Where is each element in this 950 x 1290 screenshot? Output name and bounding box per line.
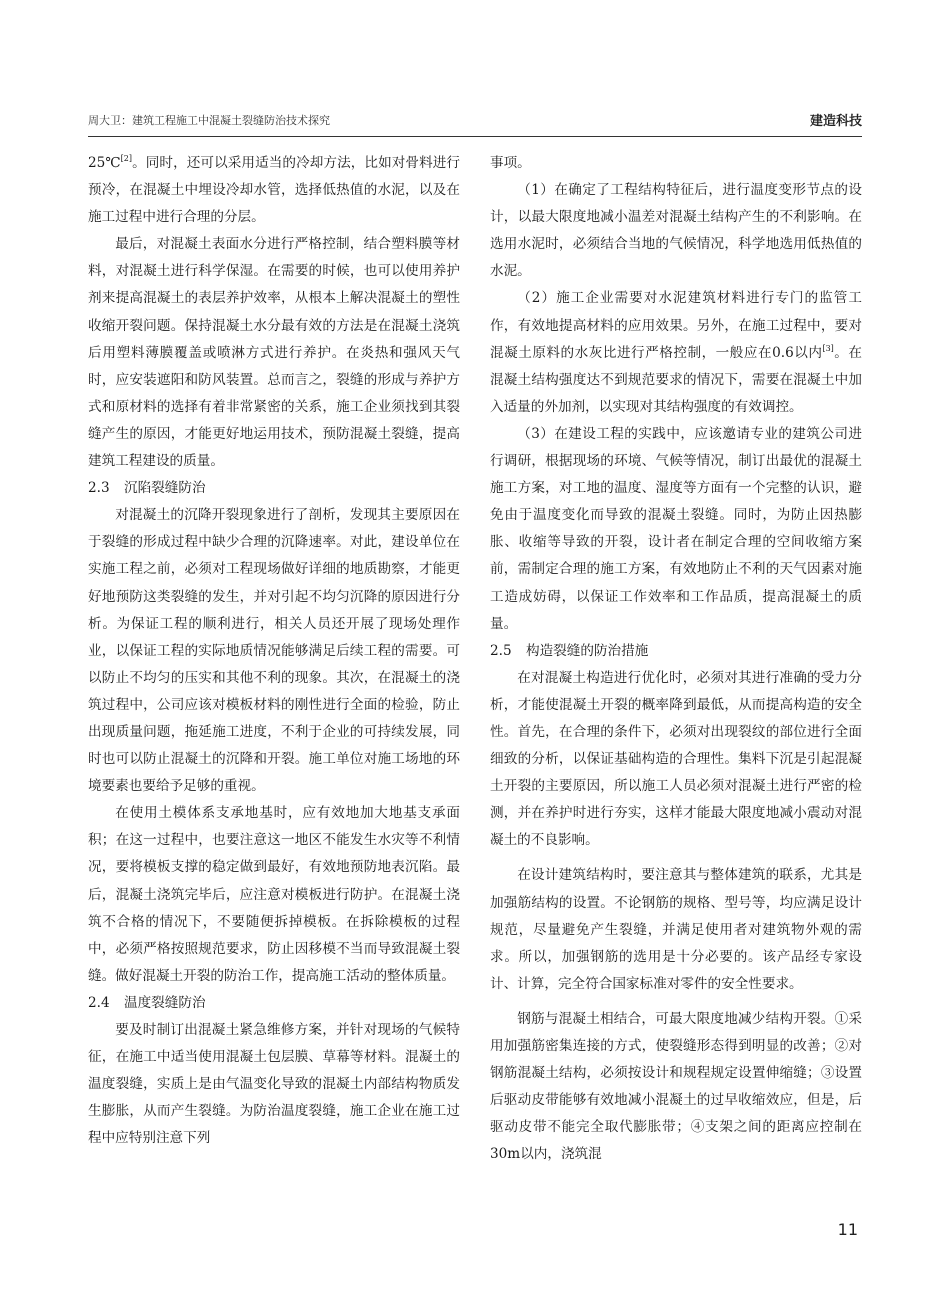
paragraph: 在使用土模体系支承地基时，应有效地加大地基支承面积；在这一过程中，也要注意这一地区不能发生水灾等不利情况，要将模板支撑的稳定做到最好，有效地预防地表沉陷。最后，混凝土浇筑完毕后，应注意对模板进行防护。在混凝土浇筑不合格的情况下，不要随便拆掉模板。在拆除模板的过程中，必须严格按照规范要求，防止因移模不当而导致混凝土裂缝。做好混凝土开裂的防治工作，提高施工活动的整体质量。 [88, 805, 460, 984]
paragraph-gap [490, 998, 862, 1006]
paragraph: （1）在确定了工程结构特征后，进行温度变形节点的设计，以最大限度地减小温差对混凝土结构产生的不利影响。在选用水泥时，必须结合当地的气候情况，科学地选用低热值的水泥。 [490, 182, 862, 280]
paragraph: 事项。 [490, 155, 531, 171]
paragraph: 对混凝土的沉降开裂现象进行了剖析，发现其主要原因在于裂缝的形成过程中缺少合理的沉降速率。对此，建设单位在实施工程之前，必须对工程现场做好详细的地质勘察，才能更好地预防这类裂缝的发生，并对引起不均匀沉降的原因进行分析。为保证工程的顺利进行，相关人员还开展了现场处理作业，以保证工程的实际地质情况能够满足后续工程的需要。可以防止不均匀的压实和其他不利的现象。其次，在混凝土的浇筑过程中，公司应该对模板材料的刚性进行全面的检验，防止出现质量问题，拖延施工进度，不利于企业的可持续发展，同时也可以防止混凝土的沉降和开裂。施工单位对施工场地的环境要素也要给予足够的重视。 [88, 507, 460, 795]
paragraph: 最后，对混凝土表面水分进行严格控制，结合塑料膜等材料，对混凝土进行科学保湿。在需要的时候，也可以使用养护剂来提高混凝土的表层养护效率，从根本上解决混凝土的塑性收缩开裂问题。保持混凝土水分最有效的方法是在混凝土浇筑后用塑料薄膜覆盖或喷淋方式进行养护。在炎热和强风天气时，应安装遮阳和防风装置。总而言之，裂缝的形成与养护方式和原材料的选择有着非常紧密的关系，施工企业须找到其裂缝产生的原因，才能更好地运用技术，预防混凝土裂缝，提高建筑工程建设的质量。 [88, 236, 460, 470]
paragraph: 钢筋与混凝土相结合，可最大限度地减少结构开裂。①采用加强筋密集连接的方式，使裂缝形态得到明显的改善；②对钢筋混凝土结构，必须按设计和规程规定设置伸缩缝；③设置后驱动皮带能够有效地减小混凝土的过早收缩效应，但是，后驱动皮带不能完全取代膨胀带；④支架之间的距离应控制在30m以内，浇筑混 [490, 1010, 862, 1163]
running-title: 周大卫：建筑工程施工中混凝土裂缝防治技术探究 [88, 114, 330, 127]
paragraph: 要及时制订出混凝土紧急维修方案，并针对现场的气候特征，在施工中适当使用混凝土包层膜、草幕等材料。混凝土的温度裂缝，实质上是由气温变化导致的混凝土内部结构物质发生膨胀，从而产生裂缝。为防治温度裂缝，施工企业在施工过程中应特别注意下列 [88, 1022, 460, 1147]
section-heading-2-4: 2.4 温度裂缝防治 [88, 994, 206, 1011]
citation: [2] [120, 154, 132, 163]
left-column [88, 150, 460, 1152]
section-heading-2-5: 2.5 构造裂缝的防治措施 [490, 642, 649, 659]
citation: [3] [822, 343, 834, 353]
header-rule [88, 136, 862, 137]
paragraph: 在对混凝土构造进行优化时，必须对其进行准确的受力分析，才能使混凝土开裂的概率降到最低，从而提高构造的安全性。首先，在合理的条件下，必须对出现裂纹的部位进行全面细致的分析，以保证基础构造的合理性。集料下沉是引起混凝土开裂的主要原因，所以施工人员必须对混凝土进行严密的检测，并在养护时进行夯实，这样才能最大限度地减小震动对混凝土的不良影响。 [490, 669, 862, 849]
running-header [88, 112, 862, 134]
paragraph: 25℃[2]。同时，还可以采用适当的冷却方法，比如对骨料进行预冷，在混凝土中埋设冷却水管，选择低热值的水泥，以及在施工过程中进行合理的分层。 [88, 154, 460, 226]
paragraph: 在设计建筑结构时，要注意其与整体建筑的联系，尤其是加强筋结构的设置。不论钢筋的规格、型号等，均应满足设计规范，尽量避免产生裂缝，并满足使用者对建筑物外观的需求。所以，加强钢筋的选用是十分必要的。该产品经专家设计、计算，完全符合国家标准对零件的安全性要求。 [490, 867, 862, 992]
paragraph: （3）在建设工程的实践中，应该邀请专业的建筑公司进行调研，根据现场的环境、气候等情况，制订出最优的混凝土施工方案，对工地的温度、湿度等方面有一个完整的认识，避免由于温度变化而导致的混凝土裂缝。同时，为防止因热膨胀、收缩等导致的开裂，设计者在制定合理的空间收缩方案前，需制定合理的施工方案，有效地防止不利的天气因素对施工造成妨碍，以保证工作效率和工作品质，提高混凝土的质量。 [490, 425, 862, 632]
journal-name: 建造科技 [809, 114, 862, 129]
right-column [490, 150, 862, 1168]
paragraph: （2）施工企业需要对水泥建筑材料进行专门的监管工作，有效地提高材料的应用效果。另外，在施工过程中，要对混凝土原料的水灰比进行严格控制，一般应在0.6以内[3]。在混凝土结构强度达不到规范要求的情况下，需要在混凝土中加入适量的外加剂，以实现对其结构强度的有效调控。 [490, 290, 863, 415]
page-number: 11 [837, 1220, 858, 1239]
paragraph-gap [490, 854, 862, 862]
section-heading-2-3: 2.3 沉陷裂缝防治 [88, 480, 206, 497]
